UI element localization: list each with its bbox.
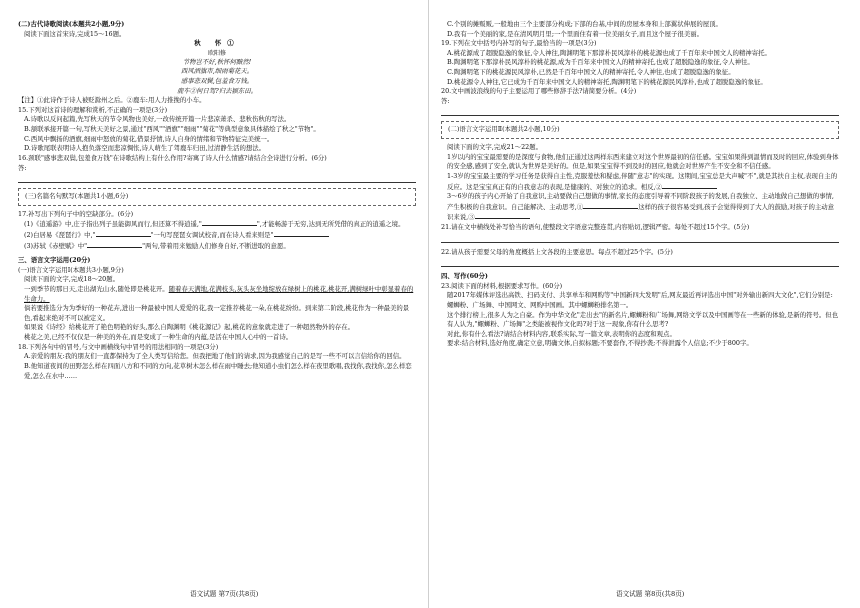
poem-line: 西风酒旗市,细雨菊花天。 bbox=[180, 67, 254, 76]
fill-text: (1)《逍遥游》中,庄子指出列子虽能御风而行,但还算不得逍遥," bbox=[24, 220, 202, 229]
question-17: 17.补写出下列句子中的空缺部分。(6分) bbox=[18, 209, 134, 218]
poem-line: 节物岂不好,秋怀何黯然! bbox=[182, 57, 252, 66]
section-heading: (三)名篇名句默写(本题共1小题,6分) bbox=[25, 192, 129, 201]
option: D.诗歌尾联表明诗人抱负落空而悲凉惆怅,诗人萌生了驾鹿车归田,过清静生活的想法。 bbox=[24, 144, 266, 153]
passage: 倘若要推选分为为季好的一种花卉,进出一种最被中国人爱爱的花,我一定推荐桃花一朵,在桃花纷纷。到来第二阶段,桃花作为一种最美的景色,看起来绝对不可以被定义。 bbox=[24, 304, 410, 322]
option: C.陶渊明笔下的桃花源民风淳朴,已然是千百年中国文人的精神寄托,令人神往,也成了超脱隐逸的象征。 bbox=[447, 68, 735, 77]
passage: 如果说《诗经》给桃花开了艳色明艳的好头,那么自陶渊明《桃花源记》起,桃花的意象就走进了一种超然物外的存在。 bbox=[24, 323, 354, 332]
option: B.他知道夜间的田野怎么样在四面八方和不同的方向,花草树木怎么样在雨中睡去;他知道小虫们怎么样在夜里歌唱,我找你,我找你,怎么样恋爱,怎么在水中…… bbox=[24, 361, 412, 380]
blank-field[interactable] bbox=[475, 212, 530, 219]
option: D.桃花源令人神往,它已成为千百年来中国文人的精神寄托,陶渊明笔下的桃花源民风淳朴,也成了超脱隐逸的象征。 bbox=[447, 77, 767, 86]
blank-field[interactable] bbox=[96, 230, 151, 237]
option: C.西风中飘扬的酒旗,细雨中怒放的菊花,借景抒情,诗人自身的情绪和节物特征完美统一。 bbox=[24, 134, 274, 143]
instruction: 阅读下面的文字,完成21～22题。 bbox=[447, 143, 542, 152]
fill-text: ",才能畅游于无穷,达到无所凭借的真正的逍遥之境。 bbox=[256, 220, 405, 229]
name-verse-box bbox=[18, 188, 416, 206]
fill-text: "一句写琵琶女调试校音,而在诗人看来则是" bbox=[150, 230, 274, 239]
poem-notes: 【注】①此诗作于诗人被贬滁州之后。②鹿车:用人力推挽的小车。 bbox=[18, 96, 206, 105]
question-23: 23.阅读下面的材料,根据要求写作。(60分) bbox=[441, 281, 563, 290]
passage bbox=[18, 285, 416, 304]
blank-field[interactable] bbox=[87, 241, 142, 248]
section-title: 三、语言文字运用(20分) bbox=[18, 256, 91, 265]
subsection-heading: (二)语言文字运用Ⅱ(本题共2小题,10分) bbox=[448, 125, 560, 134]
option: B.陶渊明笔下那淳朴民风淳朴的桃花源,成为千百年来中国文人的精神寄托,也成了超脱隐逸的象征,令人神往。 bbox=[447, 58, 754, 67]
question-16: 16.颈联"感事悲双鬓,包羞食万钱"在诗歌结构上有什么作用?寄寓了诗人什么情感?请结合全诗进行分析。(6分) bbox=[18, 153, 327, 162]
poem-line: 鹿车②何日驾?归去颍东田。 bbox=[176, 86, 258, 95]
essay-material: 这个排行榜上,很多人为之自豪。作为中华文化"走出去"的新名片,螺蛳粉和广场舞,网络文学以及中国画等在一些新的体验,是新的符号。但也有人认为,"螺蛳粉、广场舞"之类能被视作文化吗?对于这一现象,你有什么思考? bbox=[447, 310, 839, 329]
option: C.个别的摊贩贩,一般地由三个主要部分构成;下部的台基,中间的房屋本身和上部翼状伸展的屋顶。 bbox=[447, 20, 722, 28]
essay-material: 对此,你有什么看法?请结合材料内容,联系实际,写一篇文章,表明你的态度和观点。 bbox=[447, 329, 676, 338]
passage-text: 3～6岁的孩子内心开始了自我意识,主动要做自己想做的事情,家长的态度引导着不同阶段孩子的发展,自我独立、主动地做自己想做的事情,产生积极的自我意识。自己能解决、主动思考,① bbox=[447, 192, 834, 211]
underlined-sentence: 随着春天满地,花满枝头,灰头灰坐地绽放在绿树上的桃花,桃花开,满树绿叶中彰显着春的生命力。 bbox=[24, 285, 414, 303]
option: A.桃花源成了超脱隐逸的象征,令人神往,陶渊明笔下那淳朴民风淳朴的桃花源也成了千百年来中国文人的精神寄托。 bbox=[447, 48, 771, 57]
passage: 1岁以内的宝宝最需要的是深度与食物,他们正通过这两样东西来建立对这个世界最初的信任感。宝宝如果得到温情而及时的回应,体验到身体的安全感,感到了安全,就认为世界是美好的。但是,如果宝宝得不到及时的回应,他就会对世界产生不安全和不信任感。 bbox=[447, 152, 839, 171]
section-title: 四、写作(60分) bbox=[441, 272, 488, 281]
subsection-heading: (一)语言文字运用Ⅰ(本题共3小题,9分) bbox=[18, 265, 124, 274]
page-divider bbox=[428, 0, 429, 608]
option: A.诗歌以反问起篇,先写秋天的节令风物也美好,一改传统开篇一片悲凉萧杀、悲秋伤秋的写法。 bbox=[24, 115, 291, 124]
fill-text: "两句,带着用来勉励人们修身自好,不断进取的意愿。 bbox=[142, 241, 290, 250]
answer-line[interactable] bbox=[441, 242, 839, 243]
instruction: 阅读下面的文字,完成18～20题。 bbox=[24, 275, 119, 284]
question-19: 19.下列在文中括号内补写的句子,最恰当的一项是(3分) bbox=[441, 39, 597, 48]
poem-title: 秋 怀① bbox=[194, 39, 240, 48]
passage-text: 一到季节的那日天,走出湖光山水,随处即是桃花开。 bbox=[24, 285, 169, 294]
blank-field[interactable] bbox=[274, 230, 329, 237]
question-18: 18.下列各句中的冒号,与文中画横线句中冒号的用法相同的一项是(3分) bbox=[18, 342, 219, 351]
fill-item bbox=[18, 219, 416, 230]
left-page bbox=[18, 20, 416, 381]
page-footer: 语文试题 第8页(共8页) bbox=[616, 590, 685, 599]
option: D.我有一个美丽的家,是在清风明月里;一个里面住有着一位美丽女子,而且这个屋子很美丽。 bbox=[447, 29, 703, 38]
passage bbox=[441, 192, 839, 223]
page-footer: 语文试题 第7页(共8页) bbox=[190, 590, 259, 599]
question-21: 21.请在文中横线处补写恰当的语句,使整段文字语意完整连贯,内容贴切,逻辑严密。每处不超过15个字。(5分) bbox=[441, 222, 750, 231]
poem-author: 欧阳修 bbox=[207, 49, 226, 57]
question-22: 22.请从孩子需要父母的角度概括上文各段的主要意思。每点不超过25个字。(5分) bbox=[441, 247, 673, 256]
answer-label: 答: bbox=[441, 96, 450, 105]
question-20: 20.文中画波浪线的句子主要运用了哪些修辞手法?请简要分析。(4分) bbox=[441, 87, 637, 96]
passage: 桃花之美,已经不仅仅是一种美的外在,而是变成了一种生命的内蕴,是活在中国人心中的一首诗。 bbox=[24, 333, 293, 342]
section-heading: (二)古代诗歌阅读(本题共2小题,9分) bbox=[18, 20, 125, 28]
fill-item bbox=[18, 230, 416, 241]
question-15: 15.下列对这首诗的理解和赏析,不正确的一项是(3分) bbox=[18, 105, 168, 114]
option: A.亲爱的朋友:我的朋友们一直都保持为了全人类写信给您。但我把地了他们的请求,因为我感觉自己的是写一些不可以言信给你的回信。 bbox=[24, 352, 406, 361]
instruction: 阅读下面这首宋诗,完成15～16题。 bbox=[24, 29, 126, 38]
answer-label: 答: bbox=[18, 163, 27, 172]
option: B.颔联承接开篇一句,写秋天美好之景,通过"西风""酒旗""细雨""菊花"等典型意象具体描绘了秋之"节物"。 bbox=[24, 125, 320, 134]
answer-line[interactable] bbox=[441, 115, 839, 116]
essay-requirements: 要求:结合材料,选好角度,确定立意,明确文体,自拟标题;不要套作,不得抄袭;不得泄露个人信息;不少于800字。 bbox=[447, 339, 753, 348]
language-box bbox=[441, 121, 839, 139]
blank-field[interactable] bbox=[202, 219, 257, 226]
fill-text: (3)苏轼《赤壁赋》中" bbox=[24, 241, 88, 250]
fill-text: (2)白居易《琵琶行》中," bbox=[24, 230, 96, 239]
poem-line: 感事悲双鬓,包羞食万钱。 bbox=[180, 77, 254, 86]
blank-field[interactable] bbox=[583, 202, 638, 209]
answer-line[interactable] bbox=[18, 182, 416, 183]
fill-item bbox=[18, 241, 416, 252]
passage bbox=[441, 172, 839, 192]
answer-line[interactable] bbox=[441, 266, 839, 267]
right-page bbox=[441, 20, 839, 349]
passage-text: 这样的孩子很容易受到,孩子会觉得得到了大人的鼓励,对孩子的主动意识来说,③ bbox=[447, 202, 835, 222]
essay-material: 随2017年媒体评选出高铁、扫码支付、共享单车和网购等"中国新四大发明"后,网友最近再评选出中国"对外输出新四大文化",它们分别是:螺蛳粉、广场舞、中国网文、网购中国画。其中螺蛳粉排名第一。 bbox=[447, 291, 833, 310]
blank-field[interactable] bbox=[662, 182, 717, 189]
passage-text: 1-3岁的宝宝最主要的学习任务是获得自主性,克服羞怯和疑虑,伴随"意志"的实现。这期间,宝宝总是大声喊"不",就是其扶自主权,表现自主的反应。这是宝宝真正有的自我意志的表现,是健康的、对独立的追求。相反,② bbox=[447, 171, 838, 191]
